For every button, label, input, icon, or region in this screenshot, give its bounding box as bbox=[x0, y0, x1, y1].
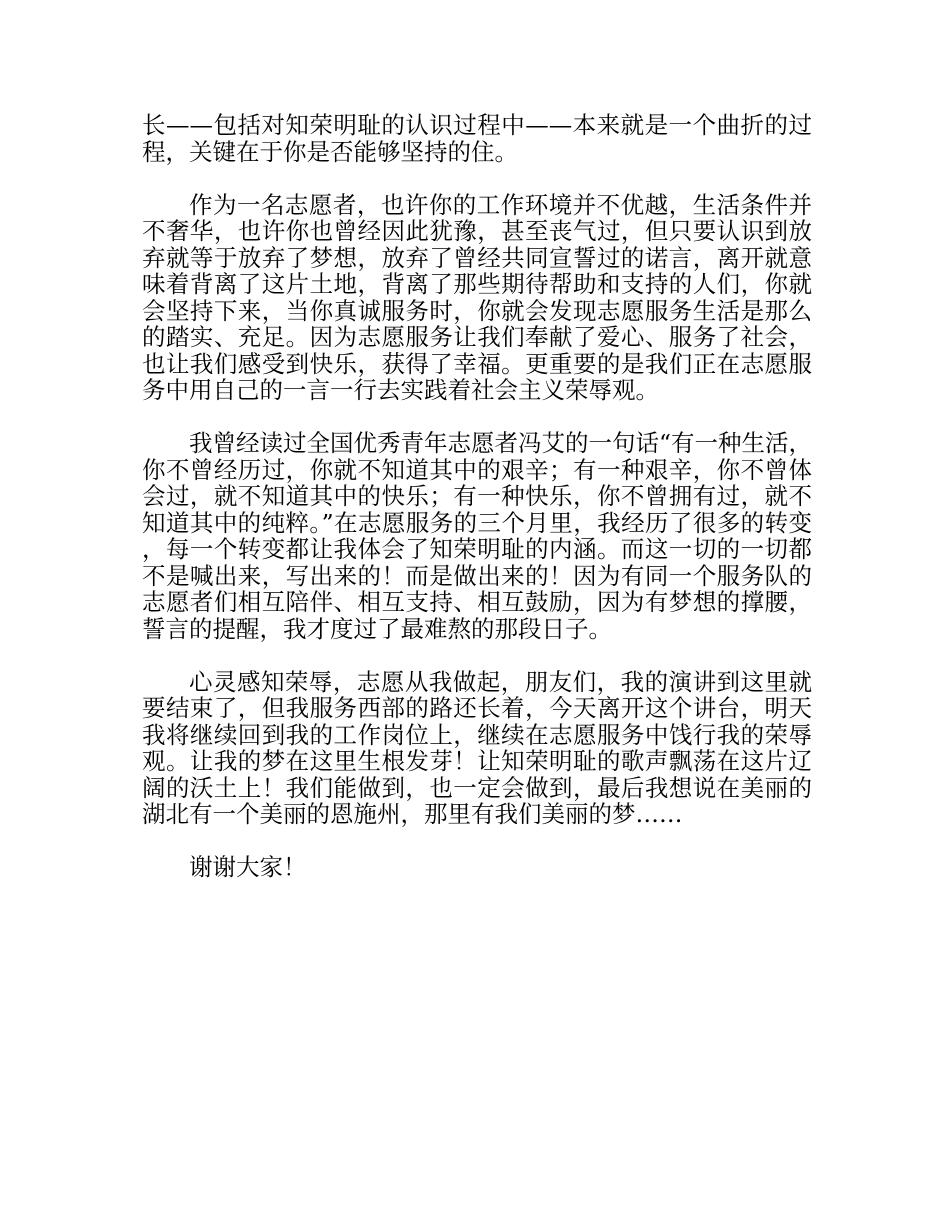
paragraph-feng-ai-quote: 我曾经读过全国优秀青年志愿者冯艾的一句话“有一种生活，你不曾经历过，你就不知道其中的艰辛；有一种艰辛，你不曾体会过，就不知道其中的快乐；有一种快乐，你不曾拥有过，就不知道其中的纯粹。”在志愿服务的三个月里，我经历了很多的转变，每一个转变都让我体会了知荣明耻的内涵。而这一切的一切都不是喊出来，写出来的！而是做出来的！因为有同一个服务队的志愿者们相互陪伴、相互支持、相互鼓励，因为有梦想的撑腰，誓言的提醒，我才度过了最难熬的那段日子。 bbox=[142, 429, 813, 643]
paragraph-closing-speech: 心灵感知荣辱，志愿从我做起，朋友们，我的演讲到这里就要结束了，但我服务西部的路还长着，今天离开这个讲台，明天我将继续回到我的工作岗位上，继续在志愿服务中饯行我的荣辱观。让我的梦在这里生根发芽！让知荣明耻的歌声飘荡在这片辽阔的沃土上！我们能做到，也一定会做到，最后我想说在美丽的湖北有一个美丽的恩施州，那里有我们美丽的梦…… bbox=[142, 667, 812, 828]
paragraph-thanks: 谢谢大家！ bbox=[189, 853, 307, 881]
paragraph-continuation: 长——包括对知荣明耻的认识过程中——本来就是一个曲折的过程，关键在于你是否能够坚持的住。 bbox=[142, 111, 812, 166]
document-body bbox=[142, 112, 812, 907]
paragraph-volunteer-commitment: 作为一名志愿者，也许你的工作环境并不优越，生活条件并不奢华，也许你也曾经因此犹豫，甚至丧气过，但只要认识到放弃就等于放弃了梦想，放弃了曾经共同宣誓过的诺言，离开就意味着背离了这片土地，背离了那些期待帮助和支持的人们，你就会坚持下来，当你真诚服务时，你就会发现志愿服务生活是那么的踏实、充足。因为志愿服务让我们奉献了爱心、服务了社会，也让我们感受到快乐，获得了幸福。更重要的是我们正在志愿服务中用自己的一言一行去实践着社会主义荣辱观。 bbox=[142, 190, 812, 404]
